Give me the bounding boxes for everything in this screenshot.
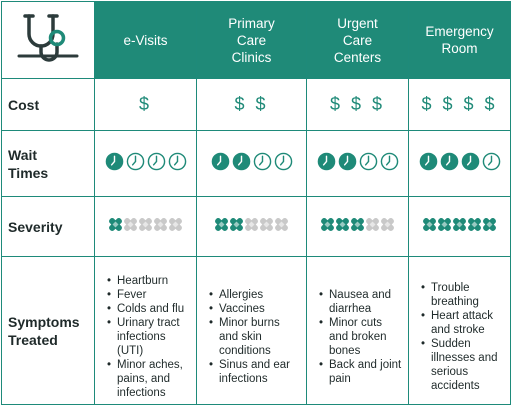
symptom-item: • Nausea and diarrhea (329, 288, 404, 316)
clock-icon (274, 152, 293, 171)
bandage-icon (379, 216, 396, 233)
severity-bandages (107, 216, 184, 233)
severity-bandages (213, 216, 290, 233)
symptom-item: • Minor burns and skin conditions (219, 316, 302, 358)
severity-bandages (421, 216, 498, 233)
cost-value: $ $ $ (307, 79, 409, 131)
severity-cell (197, 197, 307, 257)
clock-icon (253, 152, 272, 171)
symptom-item: • Colds and flu (117, 302, 192, 316)
severity-cell (409, 197, 511, 257)
clock-icon (338, 152, 357, 171)
wait-clocks (419, 152, 501, 171)
clock-icon (359, 152, 378, 171)
header-primary-care: Primary Care Clinics (197, 2, 307, 79)
bandage-icon (167, 216, 184, 233)
cost-value: $ $ $ $ (409, 79, 511, 131)
symptoms-list (409, 281, 510, 393)
clock-icon (126, 152, 145, 171)
clock-icon (317, 152, 336, 171)
symptoms-cell (95, 257, 197, 405)
symptom-item: • Heartburn (117, 274, 192, 288)
clock-icon (440, 152, 459, 171)
header-emergency-room: Emergency Room (409, 2, 511, 79)
symptom-item: • Back and joint pain (329, 358, 404, 386)
clock-icon (482, 152, 501, 171)
symptoms-cell (197, 257, 307, 405)
symptom-item: • Allergies (219, 288, 302, 302)
comparison-table (1, 1, 511, 405)
wait-clocks (211, 152, 293, 171)
wait-cell (197, 131, 307, 197)
symptom-item: • Trouble breathing (431, 281, 506, 309)
wait-cell (409, 131, 511, 197)
symptoms-list (307, 288, 408, 386)
clock-icon (461, 152, 480, 171)
stethoscope-icon (15, 10, 81, 66)
header-e-visits: e-Visits (95, 2, 197, 79)
clock-icon (105, 152, 124, 171)
wait-clocks (317, 152, 399, 171)
bandage-icon (481, 216, 498, 233)
symptoms-list (197, 288, 306, 386)
symptoms-cell (409, 257, 511, 405)
clock-icon (380, 152, 399, 171)
clock-icon (419, 152, 438, 171)
symptom-item: • Sudden illnesses and serious accidents (431, 337, 506, 393)
clock-icon (232, 152, 251, 171)
header-urgent-care: Urgent Care Centers (307, 2, 409, 79)
cost-value: $ (95, 79, 197, 131)
stethoscope-cell (2, 2, 95, 79)
clock-icon (168, 152, 187, 171)
bandage-icon (273, 216, 290, 233)
symptom-item: • Sinus and ear infections (219, 358, 302, 386)
clock-icon (211, 152, 230, 171)
cost-value: $ $ (197, 79, 307, 131)
row-label-cost: Cost (2, 79, 95, 131)
clock-icon (147, 152, 166, 171)
symptom-item: • Vaccines (219, 302, 302, 316)
severity-bandages (319, 216, 396, 233)
symptom-item: • Fever (117, 288, 192, 302)
row-label-symptoms: Symptoms Treated (2, 257, 95, 405)
severity-cell (95, 197, 197, 257)
wait-clocks (105, 152, 187, 171)
symptom-item: • Minor cuts and broken bones (329, 316, 404, 358)
symptom-item: • Urinary tract infections (UTI) (117, 316, 192, 358)
row-label-severity: Severity (2, 197, 95, 257)
wait-cell (307, 131, 409, 197)
symptoms-list (95, 274, 196, 400)
symptom-item: • Heart attack and stroke (431, 309, 506, 337)
row-label-wait-times: Wait Times (2, 131, 95, 197)
symptom-item: • Minor aches, pains, and infections (117, 358, 192, 400)
wait-cell (95, 131, 197, 197)
severity-cell (307, 197, 409, 257)
symptoms-cell (307, 257, 409, 405)
